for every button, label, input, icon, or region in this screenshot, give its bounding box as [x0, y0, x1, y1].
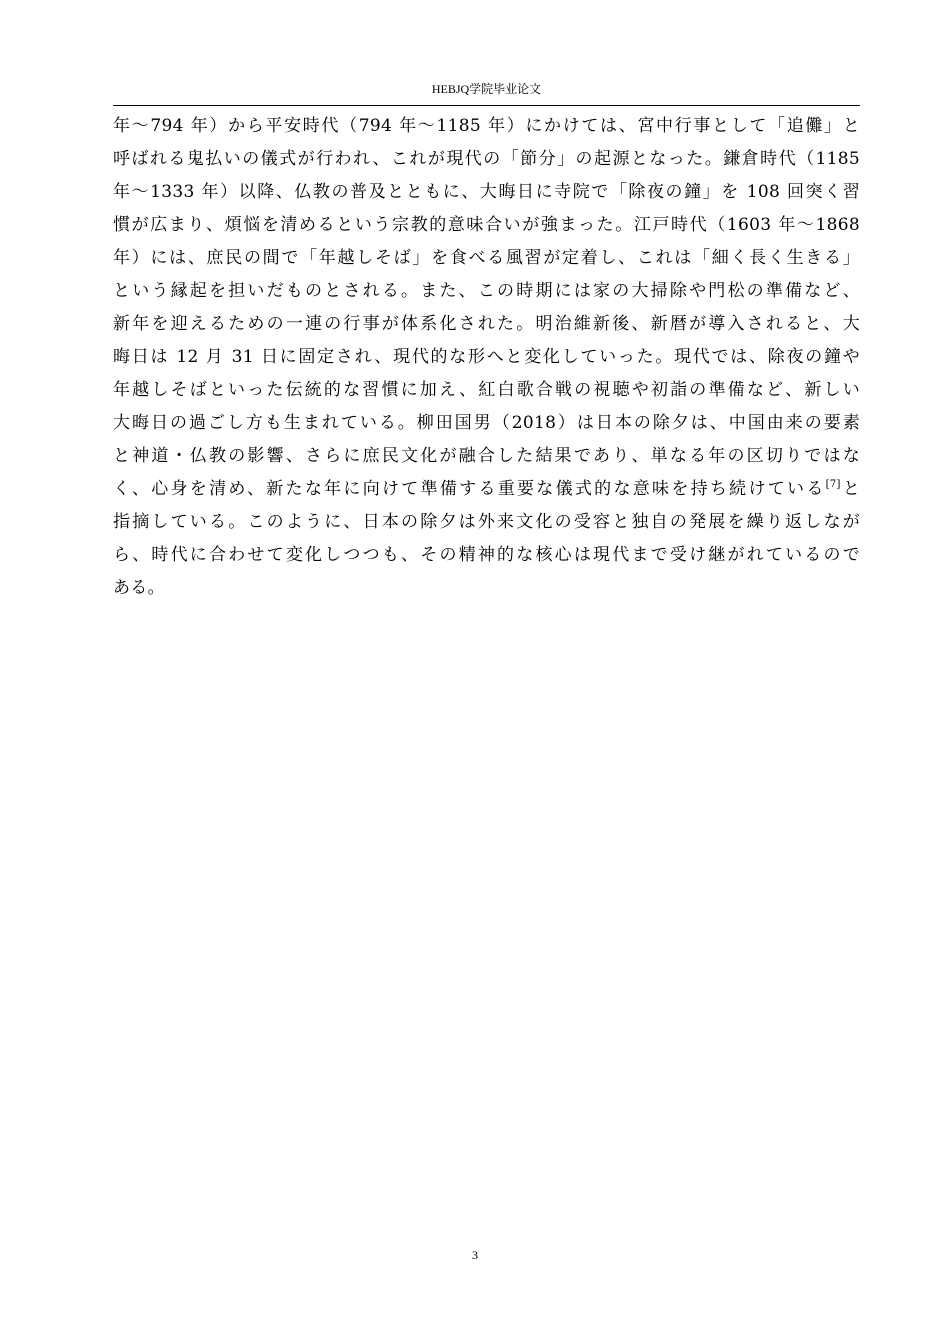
text-line: 年）には、庶民の間で「年越しそば」を食べる風習が定着し、これは「細く長く生きる」 — [113, 248, 860, 268]
text-line-segment: く、心身を清め、新たな年に向けて準備する重要な儀式的な意味を持ち続けている — [113, 479, 826, 499]
text-line: という縁起を担いだものとされる。また、この時期には家の大掃除や門松の準備など、 — [113, 281, 860, 301]
text-line: 晦日は 12 月 31 日に固定され、現代的な形へと変化していった。現代では、除夜の鐘や — [113, 347, 860, 367]
citation-reference[interactable]: [7] — [825, 479, 841, 490]
text-line-tail: と — [840, 479, 860, 499]
text-line: 年越しそばといった伝統的な習慣に加え、紅白歌合戦の視聴や初詣の準備など、新しい — [113, 380, 860, 400]
text-line: ら、時代に合わせて変化しつつも、その精神的な核心は現代まで受け継がれているので — [113, 545, 860, 565]
page-number: 3 — [472, 1248, 478, 1262]
text-line: 新年を迎えるための一連の行事が体系化された。明治維新後、新暦が導入されると、大 — [113, 314, 860, 334]
text-line: 年～1333 年）以降、仏教の普及とともに、大晦日に寺院で「除夜の鐘」を 108 回突く習 — [113, 182, 860, 202]
body-paragraph — [113, 110, 860, 605]
page-header — [113, 79, 860, 106]
text-line: 年～794 年）から平安時代（794 年～1185 年）にかけては、宮中行事として「追儺」と — [113, 116, 860, 136]
text-line: 慣が広まり、煩悩を清めるという宗教的意味合いが強まった。江戸時代（1603 年～1868 — [113, 215, 860, 235]
text-line: と神道・仏教の影響、さらに庶民文化が融合した結果であり、単なる年の区切りではな — [113, 446, 860, 466]
text-line: 指摘している。このように、日本の除夕は外来文化の受容と独自の発展を繰り返しなが — [113, 512, 860, 532]
text-line: 大晦日の過ごし方も生まれている。柳田国男（2018）は日本の除夕は、中国由来の要素 — [113, 413, 860, 433]
text-line-with-citation — [113, 473, 860, 506]
header-title: HEBJQ学院毕业论文 — [431, 82, 542, 96]
text-line: 呼ばれる鬼払いの儀式が行われ、これが現代の「節分」の起源となった。鎌倉時代（1185 — [113, 149, 860, 169]
text-line: ある。 — [113, 578, 165, 598]
